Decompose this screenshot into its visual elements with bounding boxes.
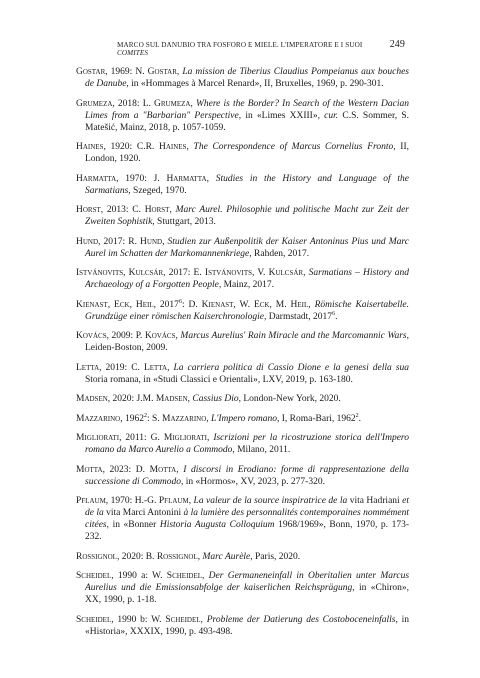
work-title: La carriera politica di Cassio Dione e la genesi della sua [173,362,410,373]
author-name: Hund [140,236,163,247]
entry-text: , 1970: J. [116,173,167,184]
author-name: Istvánovits, Kulcsár [76,268,164,278]
entry-text: , II, London, 1920. [85,142,409,164]
bibliography-entry [76,570,409,606]
author-name: Rossignol [76,551,117,562]
author-name: Grumeza [76,98,113,109]
work-title: La valeur de la source inspiratrice de la [193,496,348,506]
author-name: Letta [143,362,168,373]
entry-text: , 2018: L. [112,98,155,109]
entry-text: vita Marci Antonini [103,508,184,518]
entry-text: , [188,496,194,506]
running-title [117,41,384,57]
entry-text: , [197,551,203,562]
entry-text: , in «Limes XXIII», [238,110,325,121]
work-title: Where is the Border? In Search of the Western Dacian Limes from a "Barbarian" Perspective [85,98,409,121]
author-name: Heil [290,299,309,310]
work-title: The Correspondence of Marcus Cornelius Fronto [193,142,394,152]
entry-text: , [175,331,181,341]
entry-text: , 2019: C. [99,362,144,373]
author-name: Madsen [155,394,188,404]
entry-text: , W. [233,299,254,310]
entry-text: , in «Bonner [106,520,160,530]
entry-text: , 2011: G. [119,433,164,443]
running-title-italic: COMITES [117,49,149,57]
author-name: Eck [253,299,270,310]
work-title: La mission de Tiberius Claudius Pompeianus aux bouches de Danube [85,67,410,89]
bibliography-entry [76,98,409,134]
author-name: Migliorati [76,433,120,443]
entry-text: 1968/1969», Bonn, 1970, p. 173-232. [85,520,409,542]
bibliography-entry [76,551,409,563]
entry-text: , 1990 a: W. [111,571,167,581]
bibliography-entry [76,66,409,90]
edition-superscript: 6 [178,298,182,305]
running-header [117,39,405,57]
author-name: Istvánovits [204,268,253,278]
entry-text: , [303,268,309,278]
author-name: Harmatta [76,173,117,184]
entry-text: , V. [252,268,269,278]
entry-text: , Darmstadt, 2017 [263,311,333,322]
author-name: Kulcsár [268,268,304,278]
entry-text: , 2017: R. [98,236,141,247]
entry-text: , 2023: D. [102,464,150,475]
entry-text: , [200,614,207,625]
entry-text: , M. [269,299,291,310]
entry-text: , 2017 [153,299,179,310]
bibliography-entry [76,173,409,197]
author-name: Kovács [144,331,176,341]
entry-text: , 1969: N. [105,67,148,77]
author-name: Harmatta [166,173,207,184]
author-name: Motta [149,464,177,475]
entry-text: , 2009: P. [106,331,145,341]
author-name: Gostar [147,67,177,77]
work-title: L'Impero romano [211,413,278,424]
entry-text: , 2013: C. [100,205,145,215]
entry-text: , [202,571,209,581]
entry-text: , 1990 b: W. [111,614,166,625]
bibliography-entry [76,495,409,543]
work-title: à la lumière des personnalités contemporaines nommément citées [85,508,410,530]
work-title: Historia Augusta Colloquium [159,520,275,530]
entry-text: , [176,464,184,475]
entry-text: , [176,67,183,77]
work-title: Sarmatians – History and Archaeology of a Forgotten People [85,268,409,290]
work-title: cur. [324,110,339,121]
entry-text: , [206,433,214,443]
author-name: Scheidel [76,614,112,625]
author-name: Scheidel [76,571,112,581]
work-title: Cassius Dio [192,394,239,404]
entry-text: , [206,413,212,424]
bibliography-entry [76,362,409,386]
entry-text: , I, Roma-Bari, 1962 [277,413,356,424]
bibliography-entry [76,432,409,456]
entry-text: , in «Hormos», XV, 2023, p. 277-320. [181,476,325,487]
author-name: Mazzarino [162,413,207,424]
entry-text: , in «Historia», XXXIX, 1990, p. 493-498. [85,614,410,637]
entry-text: , Rahden, 2017. [249,248,310,259]
bibliography-entry [76,299,409,323]
author-name: Hund [76,236,99,247]
author-name: Mazzarino [76,413,121,424]
bibliography-entry [76,464,409,488]
entry-text: : D. [181,299,202,310]
entry-text: , Mainz, 2017. [218,280,275,290]
bibliography-entry [76,413,409,425]
bibliography-entry [76,330,409,354]
author-name: Kienast, Eck, Heil [76,299,154,310]
author-name: Horst [144,205,170,215]
bibliography-entry [76,236,409,260]
entry-text: , [167,362,174,373]
author-name: Rossignol [156,551,198,562]
author-name: Migliorati [163,433,207,443]
running-title-text: MARCO SUL DANUBIO TRA FOSFORO E MIELE. L'IMPERATORE E I SUOI [117,41,363,49]
work-title: I discorsi in Erodiano: forme di rappresentazione della successione di Commodo [85,464,410,487]
edition-superscript: 6 [332,310,336,317]
entry-text: , [162,236,168,247]
entry-text: , [169,205,176,215]
author-name: Pflaum [158,496,189,506]
author-name: Gostar [76,67,106,77]
entry-text: Storia romana, in «Studi Classici e Orientali», LXV, 2019, p. 163-180. [85,374,353,385]
entry-text: , in «Hommages à Marcel Renard», II, Bruxelles, 1969, p. 290-301. [126,79,384,89]
work-title: Römische Kaisertabelle. Grundzüge einer römischen Kaiserchronologie [85,299,410,322]
work-title: Marc Aurel. Philosophie und politische Macht zur Zeit der Zweiten Sophistik [85,205,409,227]
edition-superscript: 2 [355,412,359,419]
bibliography-entry [76,204,409,228]
author-name: Motta [76,464,103,475]
bibliography-list [76,66,409,645]
page-number: 249 [389,39,405,50]
work-title: Marcus Aurelius' Rain Miracle and the Marcomannic Wars [180,331,407,341]
entry-text: , Leiden-Boston, 2009. [85,331,410,353]
bibliography-entry [76,614,409,638]
author-name: Haines [158,142,187,152]
bibliography-entry [76,393,409,405]
author-name: Horst [76,205,101,215]
entry-text: , Paris, 2020. [250,551,301,562]
entry-text: , in «Chiron», XX, 1990, p. 1-18. [85,583,409,605]
entry-text: , Stuttgart, 2013. [152,217,216,227]
author-name: Scheidel [166,571,203,581]
entry-text: , 1970: H.-G. [105,496,159,506]
entry-text: : S. [146,413,163,424]
work-title: Marc Aurèle [202,551,251,562]
entry-text: . [358,413,362,424]
entry-text: , [206,173,216,184]
author-name: Kovács [76,331,107,341]
author-name: Haines [76,142,104,152]
bibliography-entry [76,141,409,165]
work-title: Studien zur Außenpolitik der Kaiser Antoninus Pius und Marc Aurel im Schatten der Markomannenkriege [85,236,409,259]
work-title: Probleme der Datierung des Costoboceneinfalls [206,614,396,625]
work-title: Der Germaneneinfall in Oberitalien unter Marcus Aurelius und die Emissionsabfolge der kaiserlichen Reichsprägung [85,571,410,593]
entry-text: , Szeged, 1970. [128,185,187,196]
entry-text: , Milano, 2011. [232,445,291,455]
author-name: Kienast [201,299,234,310]
entry-text: , 1920: C.R. [103,142,159,152]
author-name: Pflaum [76,496,106,506]
entry-text: , [187,394,193,404]
author-name: Scheidel [165,614,201,625]
author-name: Letta [76,362,100,373]
work-title: Iscrizioni per la ricostruzione storica dell'Impero romano da Marco Aurelio a Commodo [85,433,410,455]
entry-text: . [335,311,338,322]
entry-text: , [186,142,194,152]
entry-text: C.S. Sommer, S. Matešić, Mainz, 2018, p. 1057-1059. [85,110,409,133]
edition-superscript: 2 [143,412,147,419]
author-name: Madsen [76,394,108,404]
entry-text: , 1962 [120,413,144,424]
entry-text: , London-New York, 2020. [238,394,341,404]
entry-text: , 2020: B. [116,551,157,562]
entry-text: , 2017: E. [163,268,205,278]
bibliography-entry [76,267,409,291]
work-title: Studies in the History and Language of the Sarmatians [85,173,410,196]
author-name: Grumeza [154,98,191,109]
work-title: et de la [85,496,410,518]
entry-text: vita Hadriani [347,496,403,506]
entry-text: , [190,98,196,109]
entry-text: , [308,299,315,310]
entry-text: , 2020: J.M. [107,394,156,404]
